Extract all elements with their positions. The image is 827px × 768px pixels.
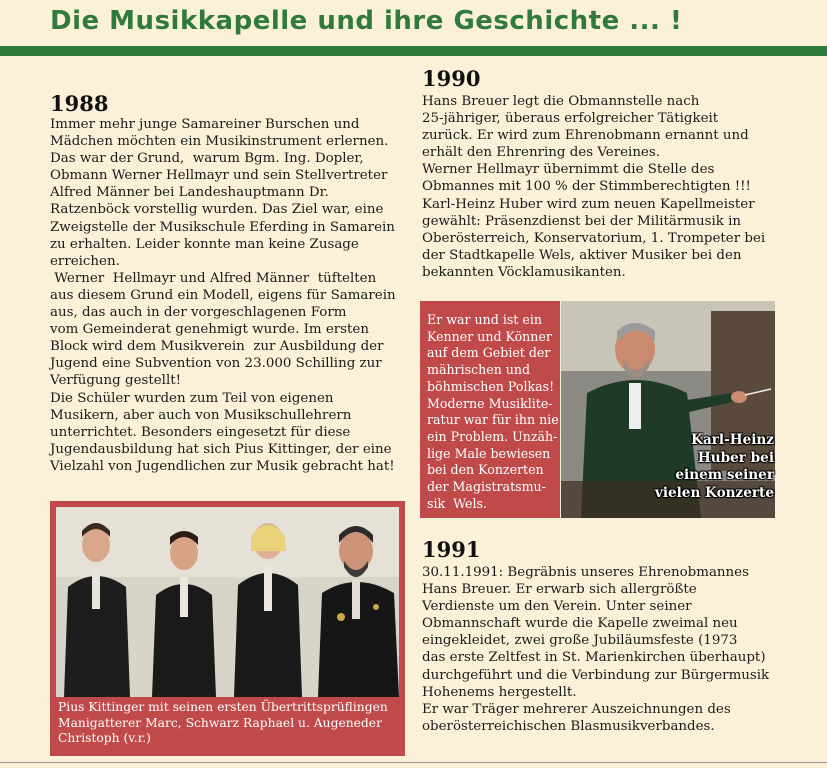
text-line: 25-jähriger, überaus erfolgreicher Tätigkeit (422, 111, 719, 127)
overlay-caption-line: einem seiner (675, 467, 774, 483)
box-text-line: Moderne Musiklite- (427, 395, 553, 411)
text-line: zurück. Er wird zum Ehrenobmann ernannt und (422, 128, 749, 144)
text-line: Werner Hellmayr übernimmt die Stelle des (422, 162, 715, 178)
text-line: Das war der Grund, warum Bgm. Ing. Dopler, (50, 151, 364, 167)
text-line: durchgeführt und die Verbindung zur Bürgermusik (422, 667, 770, 683)
box-text-line: Er war und ist ein (427, 312, 542, 327)
text-line: der Stadtkapelle Wels, aktiver Musiker bei den (422, 247, 742, 263)
title-divider (0, 46, 827, 56)
text-line: Immer mehr junge Samareiner Burschen und (50, 117, 360, 132)
section-1991-text (422, 564, 802, 735)
group-photo (56, 507, 399, 697)
info-box-text (427, 312, 561, 512)
page-title: Die Musikkapelle und ihre Geschichte ... ! (50, 6, 683, 36)
text-line: bekannten Vöcklamusikanten. (422, 264, 626, 280)
caption-line: Christoph (v.r.) (58, 731, 151, 745)
overlay-caption-line: Karl-Heinz (691, 432, 774, 448)
box-text-line: mährischen und (427, 362, 531, 378)
text-line: Oberösterreich, Konservatorium, 1. Trompeter bei (422, 230, 766, 246)
text-line: Hans Breuer legt die Obmannstelle nach (422, 94, 700, 109)
box-text-line: auf dem Gebiet der (427, 345, 551, 361)
text-line: unterrichtet. Besonders eingesetzt für diese (50, 424, 351, 440)
overlay-caption-line: vielen Konzerte (654, 484, 774, 501)
section-1988-text (50, 116, 410, 475)
text-line: Mädchen möchten ein Musikinstrument erlernen. (50, 134, 389, 150)
group-photo-caption (58, 700, 403, 747)
box-text-line: ratur war für ihn nie (427, 412, 559, 428)
text-line: Jugend eine Subvention von 23.000 Schilling zur (50, 356, 382, 372)
text-line: Obmannschaft wurde die Kapelle zweimal neu (422, 616, 738, 632)
section-1990-text (422, 93, 802, 281)
box-text-line: lige Male bewiesen (427, 445, 551, 461)
text-line: zu erhalten. Leider konnte man keine Zusage (50, 236, 359, 252)
group-photo-frame (50, 501, 405, 756)
text-line: Die Schüler wurden zum Teil von eigenen (50, 390, 334, 406)
box-text-line: sik Wels. (427, 495, 487, 511)
text-line: Obmannes mit 100 % der Stimmberechtigten !!! (422, 179, 751, 195)
text-line: Alfred Männer bei Landeshauptmann Dr. (50, 185, 329, 201)
text-line: vom Gemeinderat genehmigt wurde. Im ersten (50, 322, 369, 338)
text-line: erhält den Ehrenring des Vereines. (422, 145, 660, 161)
caption-line: Pius Kittinger mit seinen ersten Übertrittsprüflingen (58, 700, 388, 714)
bottom-divider (0, 762, 827, 763)
text-line: Hohenems hergestellt. (422, 684, 577, 700)
text-line: Vielzahl von Jugendlichen zur Musik gebracht hat! (50, 458, 395, 474)
info-box (420, 301, 560, 518)
text-line: gewählt: Präsenzdienst bei der Militärmusik in (422, 213, 742, 229)
text-line: Ratzenböck vorstellig wurden. Das Ziel war, eine (50, 202, 384, 218)
text-line: Karl-Heinz Huber wird zum neuen Kapellmeister (422, 196, 755, 212)
overlay-caption-line: Huber bei (697, 449, 774, 466)
text-line: Block wird dem Musikverein zur Ausbildung der (50, 339, 384, 355)
box-text-line: ein Problem. Unzäh- (427, 428, 558, 444)
text-line: 30.11.1991: Begräbnis unseres Ehrenobmannes (422, 565, 749, 580)
text-line: eingekleidet, zwei große Jubiläumsfeste (1973 (422, 633, 738, 649)
text-line: Hans Breuer. Er erwarb sich allergrößte (422, 582, 697, 598)
text-line: Er war Träger mehrerer Auszeichnungen des (422, 701, 731, 717)
text-line: aus diesem Grund ein Modell, eigens für Samarein (50, 287, 396, 303)
text-line: Zweigstelle der Musikschule Eferding in Samarein (50, 219, 395, 235)
box-text-line: bei den Konzerten (427, 462, 544, 478)
year-heading-1990: 1990 (422, 66, 481, 91)
conductor-photo-caption (620, 432, 774, 502)
text-line: das erste Zeltfest in St. Marienkirchen überhaupt) (422, 650, 766, 666)
text-line: oberösterreichischen Blasmusikverbandes. (422, 718, 715, 734)
text-line: Werner Hellmayr und Alfred Männer tüftelten (50, 270, 377, 286)
text-line: aus, das auch in der vorgeschlagenen Form (50, 305, 347, 321)
text-line: erreichen. (50, 253, 120, 269)
box-text-line: böhmischen Polkas! (427, 378, 555, 394)
box-text-line: der Magistratsmu- (427, 479, 546, 495)
year-heading-1988: 1988 (50, 91, 109, 116)
text-line: Verdienste um den Verein. Unter seiner (422, 599, 692, 615)
text-line: Jugendausbildung hat sich Pius Kittinger, der eine (50, 441, 392, 457)
text-line: Musikern, aber auch von Musikschullehrern (50, 407, 352, 423)
text-line: Obmann Werner Hellmayr und sein Stellvertreter (50, 168, 388, 184)
box-text-line: Kenner und Könner (427, 328, 552, 344)
text-line: Verfügung gestellt! (50, 373, 181, 389)
caption-line: Manigatterer Marc, Schwarz Raphael u. Augeneder (58, 715, 382, 730)
year-heading-1991: 1991 (422, 537, 481, 562)
